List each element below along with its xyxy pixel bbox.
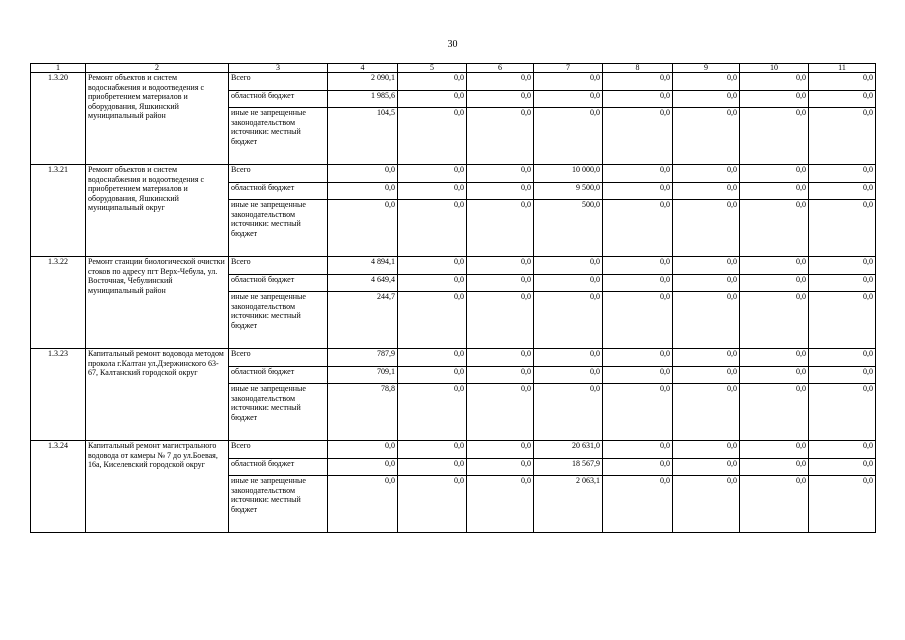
amount-cell: 0,0 [467, 73, 534, 91]
amount-cell: 0,0 [467, 91, 534, 108]
amount-cell: 0,0 [809, 257, 876, 275]
funding-source-label: Всего [229, 441, 328, 459]
amount-cell: 2 063,1 [534, 476, 603, 533]
amount-cell: 0,0 [534, 108, 603, 165]
amount-cell: 0,0 [809, 275, 876, 292]
amount-cell: 0,0 [809, 73, 876, 91]
item-code: 1.3.23 [31, 349, 86, 441]
funding-source-label: Всего [229, 165, 328, 183]
amount-cell: 0,0 [740, 349, 809, 367]
amount-cell: 18 567,9 [534, 459, 603, 476]
column-number-3: 3 [229, 64, 328, 73]
column-number-4: 4 [328, 64, 398, 73]
item-name: Капитальный ремонт магистрального водовода от камеры № 7 до ул.Боевая, 16а, Киселевский городской округ [86, 441, 229, 533]
amount-cell: 0,0 [740, 257, 809, 275]
budget-table [30, 63, 876, 533]
amount-cell: 0,0 [467, 183, 534, 200]
amount-cell: 0,0 [467, 441, 534, 459]
amount-cell: 0,0 [809, 441, 876, 459]
funding-source-label: иные не запрещенные законодательством источники: местный бюджет [229, 200, 328, 257]
amount-cell: 0,0 [467, 257, 534, 275]
amount-cell: 0,0 [673, 292, 740, 349]
amount-cell: 0,0 [603, 367, 673, 384]
amount-cell: 787,9 [328, 349, 398, 367]
item-code: 1.3.21 [31, 165, 86, 257]
amount-cell: 0,0 [740, 108, 809, 165]
amount-cell: 0,0 [467, 384, 534, 441]
amount-cell: 0,0 [740, 73, 809, 91]
amount-cell: 0,0 [673, 108, 740, 165]
amount-cell: 0,0 [603, 108, 673, 165]
amount-cell: 0,0 [673, 367, 740, 384]
funding-source-label: иные не запрещенные законодательством источники: местный бюджет [229, 384, 328, 441]
funding-source-label: Всего [229, 349, 328, 367]
table-row [31, 73, 876, 91]
page-number: 30 [447, 39, 458, 50]
amount-cell: 0,0 [398, 200, 467, 257]
amount-cell: 0,0 [534, 292, 603, 349]
amount-cell: 0,0 [603, 349, 673, 367]
amount-cell: 0,0 [809, 183, 876, 200]
amount-cell: 0,0 [740, 275, 809, 292]
item-name: Ремонт объектов и систем водоснабжения и водоотведения с приобретением материалов и оборудования, Яшкинский муниципальный округ [86, 165, 229, 257]
amount-cell: 0,0 [740, 367, 809, 384]
amount-cell: 0,0 [398, 183, 467, 200]
amount-cell: 0,0 [534, 275, 603, 292]
amount-cell: 0,0 [673, 275, 740, 292]
amount-cell: 0,0 [673, 73, 740, 91]
amount-cell: 0,0 [740, 91, 809, 108]
funding-source-label: областной бюджет [229, 367, 328, 384]
column-number-1: 1 [31, 64, 86, 73]
amount-cell: 0,0 [328, 476, 398, 533]
amount-cell: 0,0 [673, 476, 740, 533]
amount-cell: 500,0 [534, 200, 603, 257]
amount-cell: 0,0 [603, 257, 673, 275]
amount-cell: 0,0 [673, 384, 740, 441]
amount-cell: 0,0 [603, 183, 673, 200]
column-number-6: 6 [467, 64, 534, 73]
column-number-11: 11 [809, 64, 876, 73]
amount-cell: 0,0 [534, 91, 603, 108]
amount-cell: 0,0 [398, 165, 467, 183]
table-row [31, 257, 876, 275]
amount-cell: 0,0 [534, 73, 603, 91]
column-number-10: 10 [740, 64, 809, 73]
column-number-2: 2 [86, 64, 229, 73]
amount-cell: 0,0 [809, 165, 876, 183]
table-row [31, 165, 876, 183]
amount-cell: 10 000,0 [534, 165, 603, 183]
amount-cell: 0,0 [740, 384, 809, 441]
amount-cell: 0,0 [398, 108, 467, 165]
item-name: Ремонт объектов и систем водоснабжения и водоотведения с приобретением материалов и оборудования, Яшкинский муниципальный район [86, 73, 229, 165]
amount-cell: 20 631,0 [534, 441, 603, 459]
amount-cell: 0,0 [603, 441, 673, 459]
item-code: 1.3.20 [31, 73, 86, 165]
amount-cell: 0,0 [398, 91, 467, 108]
amount-cell: 0,0 [398, 257, 467, 275]
amount-cell: 0,0 [740, 183, 809, 200]
amount-cell: 0,0 [809, 292, 876, 349]
amount-cell: 0,0 [534, 349, 603, 367]
amount-cell: 244,7 [328, 292, 398, 349]
amount-cell: 0,0 [398, 476, 467, 533]
header-row [31, 64, 876, 73]
amount-cell: 0,0 [740, 459, 809, 476]
table-row [31, 441, 876, 459]
amount-cell: 0,0 [467, 476, 534, 533]
amount-cell: 0,0 [467, 459, 534, 476]
funding-source-label: областной бюджет [229, 275, 328, 292]
amount-cell: 0,0 [809, 367, 876, 384]
funding-source-label: областной бюджет [229, 459, 328, 476]
amount-cell: 0,0 [467, 200, 534, 257]
amount-cell: 0,0 [740, 476, 809, 533]
amount-cell: 0,0 [328, 459, 398, 476]
amount-cell: 0,0 [673, 349, 740, 367]
amount-cell: 0,0 [809, 108, 876, 165]
amount-cell: 709,1 [328, 367, 398, 384]
amount-cell: 0,0 [398, 292, 467, 349]
amount-cell: 0,0 [809, 459, 876, 476]
amount-cell: 0,0 [467, 108, 534, 165]
amount-cell: 0,0 [603, 292, 673, 349]
amount-cell: 0,0 [534, 257, 603, 275]
item-code: 1.3.22 [31, 257, 86, 349]
amount-cell: 0,0 [673, 200, 740, 257]
amount-cell: 0,0 [467, 292, 534, 349]
item-code: 1.3.24 [31, 441, 86, 533]
amount-cell: 0,0 [467, 349, 534, 367]
amount-cell: 0,0 [673, 183, 740, 200]
amount-cell: 0,0 [328, 441, 398, 459]
amount-cell: 0,0 [740, 292, 809, 349]
amount-cell: 0,0 [673, 165, 740, 183]
amount-cell: 0,0 [467, 275, 534, 292]
amount-cell: 0,0 [398, 275, 467, 292]
amount-cell: 0,0 [398, 349, 467, 367]
funding-source-label: Всего [229, 73, 328, 91]
amount-cell: 0,0 [673, 257, 740, 275]
amount-cell: 0,0 [534, 384, 603, 441]
amount-cell: 0,0 [673, 91, 740, 108]
amount-cell: 4 649,4 [328, 275, 398, 292]
amount-cell: 0,0 [603, 200, 673, 257]
funding-source-label: областной бюджет [229, 91, 328, 108]
amount-cell: 0,0 [398, 384, 467, 441]
amount-cell: 104,5 [328, 108, 398, 165]
amount-cell: 0,0 [603, 73, 673, 91]
amount-cell: 2 090,1 [328, 73, 398, 91]
amount-cell: 78,8 [328, 384, 398, 441]
amount-cell: 0,0 [467, 165, 534, 183]
amount-cell: 0,0 [603, 91, 673, 108]
funding-source-label: Всего [229, 257, 328, 275]
amount-cell: 0,0 [809, 91, 876, 108]
amount-cell: 0,0 [603, 384, 673, 441]
amount-cell: 0,0 [328, 183, 398, 200]
amount-cell: 0,0 [673, 441, 740, 459]
item-name: Ремонт станции биологической очистки стоков по адресу пгт Верх-Чебула, ул. Восточная, Чебулинский муниципальный район [86, 257, 229, 349]
amount-cell: 0,0 [740, 165, 809, 183]
amount-cell: 0,0 [809, 200, 876, 257]
amount-cell: 0,0 [603, 459, 673, 476]
table-body [31, 64, 876, 533]
funding-source-label: иные не запрещенные законодательством источники: местный бюджет [229, 108, 328, 165]
amount-cell: 0,0 [328, 165, 398, 183]
amount-cell: 0,0 [328, 200, 398, 257]
amount-cell: 0,0 [603, 165, 673, 183]
amount-cell: 0,0 [467, 367, 534, 384]
amount-cell: 0,0 [398, 441, 467, 459]
amount-cell: 0,0 [809, 384, 876, 441]
amount-cell: 0,0 [398, 459, 467, 476]
amount-cell: 0,0 [740, 200, 809, 257]
column-number-8: 8 [603, 64, 673, 73]
amount-cell: 0,0 [809, 476, 876, 533]
funding-source-label: иные не запрещенные законодательством источники: местный бюджет [229, 292, 328, 349]
amount-cell: 0,0 [398, 367, 467, 384]
column-number-5: 5 [398, 64, 467, 73]
amount-cell: 9 500,0 [534, 183, 603, 200]
amount-cell: 0,0 [673, 459, 740, 476]
amount-cell: 0,0 [398, 73, 467, 91]
amount-cell: 0,0 [740, 441, 809, 459]
amount-cell: 0,0 [603, 275, 673, 292]
amount-cell: 4 894,1 [328, 257, 398, 275]
item-name: Капитальный ремонт водовода методом прокола г.Калтан ул.Дзержинского 63-67, Калтанский городской округ [86, 349, 229, 441]
amount-cell: 0,0 [603, 476, 673, 533]
funding-source-label: иные не запрещенные законодательством источники: местный бюджет [229, 476, 328, 533]
amount-cell: 1 985,6 [328, 91, 398, 108]
column-number-9: 9 [673, 64, 740, 73]
amount-cell: 0,0 [809, 349, 876, 367]
table-row [31, 349, 876, 367]
column-number-7: 7 [534, 64, 603, 73]
funding-source-label: областной бюджет [229, 183, 328, 200]
amount-cell: 0,0 [534, 367, 603, 384]
